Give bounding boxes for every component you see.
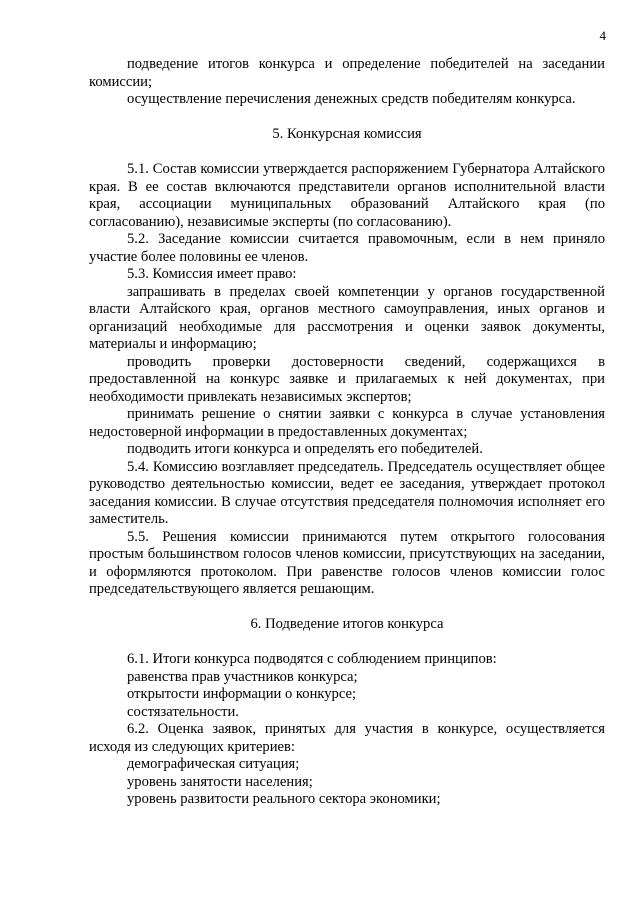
- paragraph-5-3: 5.3. Комиссия имеет право:: [127, 266, 297, 282]
- list-item: открытости информации о конкурсе;: [127, 686, 357, 702]
- list-item: подводить итоги конкурса и определять его победителей.: [127, 441, 483, 457]
- page-number: 4: [599, 28, 606, 43]
- page-content: [89, 56, 605, 809]
- list-item: уровень занятости населения;: [127, 773, 313, 790]
- spacer: [89, 634, 605, 652]
- paragraph-5-2: 5.2. Заседание комиссии считается правомочным, если в нем приняло участие более половины ее членов.: [89, 231, 605, 265]
- list-item: демографическая ситуация;: [127, 756, 300, 772]
- paragraph-6-1: 6.1. Итоги конкурса подводятся с соблюдением принципов:: [127, 651, 497, 667]
- spacer: [89, 109, 605, 127]
- list-item: запрашивать в пределах своей компетенции у органов государственной власти Алтайского края, органов местного самоуправления, иных органов и организаций необходимые для рассмотрения и оценки заявок документы, материалы и информацию;: [89, 283, 605, 352]
- spacer: [89, 144, 605, 162]
- section-6-heading: 6. Подведение итогов конкурса: [250, 616, 444, 632]
- spacer: [89, 599, 605, 617]
- list-item: состязательности.: [127, 703, 239, 720]
- paragraph-5-4: 5.4. Комиссию возглавляет председатель. Председатель осуществляет общее руководство деятельностью комиссии, ведет ее заседания, утверждает протокол заседания комиссии. В случае отсутствия председателя полномочия исполняет его заместитель.: [89, 458, 605, 527]
- list-item: подведение итогов конкурса и определение победителей на заседании комиссии;: [89, 56, 605, 90]
- paragraph-5-1: 5.1. Состав комиссии утверждается распоряжением Губернатора Алтайского края. В ее состав включаются представители органов исполнительной власти края, ассоциации муниципальных образований Алтайского края (по согласованию), независимые эксперты (по согласованию).: [89, 161, 605, 230]
- section-5-heading: 5. Конкурсная комиссия: [272, 126, 422, 142]
- list-item: уровень развитости реального сектора экономики;: [127, 791, 441, 807]
- list-item: равенства прав участников конкурса;: [127, 668, 358, 685]
- list-item: осуществление перечисления денежных средств победителям конкурса.: [127, 91, 576, 107]
- list-item: принимать решение о снятии заявки с конкурса в случае установления недостоверной информации в предоставленных документах;: [89, 406, 605, 440]
- paragraph-6-2: 6.2. Оценка заявок, принятых для участия в конкурсе, осуществляется исходя из следующих критериев:: [89, 721, 605, 755]
- paragraph-5-5: 5.5. Решения комиссии принимаются путем открытого голосования простым большинством голосов членов комиссии, присутствующих на заседании, и оформляются протоколом. При равенстве голосов членов комиссии голос председательствующего является решающим.: [89, 528, 605, 597]
- list-item: проводить проверки достоверности сведений, содержащихся в предоставленной на конкурс заявке и прилагаемых к ней документах, при необходимости привлекать независимых экспертов;: [89, 353, 605, 405]
